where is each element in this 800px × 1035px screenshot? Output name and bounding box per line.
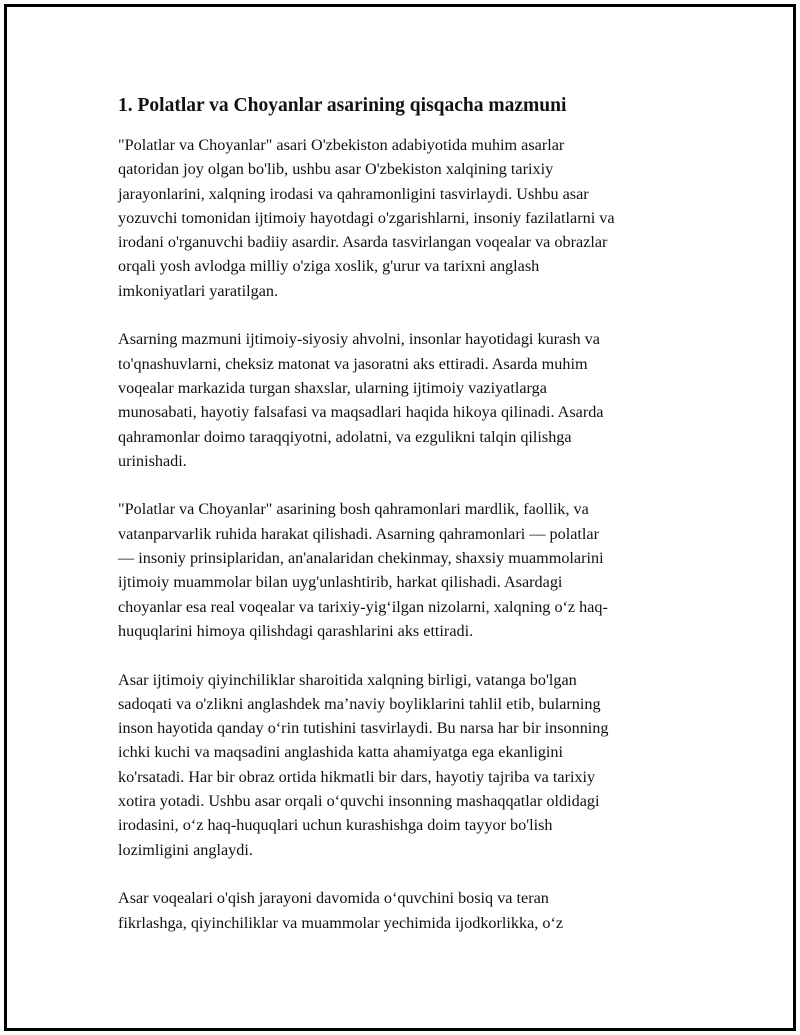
text-line: xotira yotadi. Ushbu asar orqali o‘quvchi insonning mashaqqatlar oldidagi bbox=[118, 792, 600, 811]
text-line: Asar ijtimoiy qiyinchiliklar sharoitida xalqning birligi, vatanga bo'lgan bbox=[118, 670, 577, 689]
text-line: vatanparvarlik ruhida harakat qilishadi. Asarning qahramonlari — polatlar bbox=[118, 524, 599, 543]
text-line: urinishadi. bbox=[118, 451, 187, 470]
paragraph-3 bbox=[118, 497, 678, 643]
text-line: to'qnashuvlarni, cheksiz matonat va jasoratni aks ettiradi. Asarda muhim bbox=[118, 354, 588, 373]
text-line: ichki kuchi va maqsadini anglashida katta ahamiyatga ega ekanligini bbox=[118, 743, 564, 762]
text-line: qatoridan joy olgan bo'lib, ushbu asar O'zbekiston xalqining tarixiy bbox=[118, 160, 554, 179]
text-line: — insoniy prinsiplaridan, an'analaridan chekinmay, shaxsiy muammolarini bbox=[118, 549, 604, 568]
paragraph-4 bbox=[118, 668, 678, 862]
text-line: inson hayotida qanday o‘rin tutishini tasvirlaydi. Bu narsa har bir insonning bbox=[118, 719, 609, 738]
text-line: voqealar markazida turgan shaxslar, ularning ijtimoiy vaziyatlarga bbox=[118, 378, 547, 397]
section-heading: 1. Polatlar va Choyanlar asarining qisqacha mazmuni bbox=[118, 95, 567, 116]
text-line: orqali yosh avlodga milliy o'ziga xoslik, g'urur va tarixni anglash bbox=[118, 257, 540, 276]
text-line: ko'rsatadi. Har bir obraz ortida hikmatli bir dars, hayotiy tajriba va tarixiy bbox=[118, 767, 596, 786]
text-line: choyanlar esa real voqealar va tarixiy-yig‘ilgan nizolarni, xalqning o‘z haq- bbox=[118, 597, 608, 616]
text-line: munosabati, hayotiy falsafasi va maqsadlari haqida hikoya qilinadi. Asarda bbox=[118, 403, 604, 422]
text-line: yozuvchi tomonidan ijtimoiy hayotdagi o'zgarishlarni, insoniy fazilatlarni va bbox=[118, 208, 615, 227]
text-line: Asarning mazmuni ijtimoiy-siyosiy ahvolni, insonlar hayotidagi kurash va bbox=[118, 330, 600, 349]
text-line: ijtimoiy muammolar bilan uyg'unlashtirib, harkat qilishadi. Asardagi bbox=[118, 573, 563, 592]
text-line: fikrlashga, qiyinchiliklar va muammolar yechimida ijodkorlikka, o‘z bbox=[118, 913, 564, 932]
text-line: qahramonlar doimo taraqqiyotni, adolatni, va ezgulikni talqin qilishga bbox=[118, 427, 572, 446]
text-line: irodani o'rganuvchi badiiy asardir. Asarda tasvirlangan voqealar va obrazlar bbox=[118, 233, 608, 252]
text-line: huquqlarini himoya qilishdagi qarashlarini aks ettiradi. bbox=[118, 621, 474, 640]
text-line: imkoniyatlari yaratilgan. bbox=[118, 281, 279, 300]
text-line: irodasini, o‘z haq-huquqlari uchun kurashishga doim tayyor bo'lish bbox=[118, 816, 553, 835]
text-line: Asar voqealari o'qish jarayoni davomida o‘quvchini bosiq va teran bbox=[118, 889, 549, 908]
text-line: lozimligini anglaydi. bbox=[118, 840, 253, 859]
text-line: "Polatlar va Choyanlar" asari O'zbekiston adabiyotida muhim asarlar bbox=[118, 136, 565, 154]
text-line: jarayonlarini, xalqning irodasi va qahramonligini tasvirlaydi. Ushbu asar bbox=[118, 184, 589, 203]
document-body bbox=[118, 94, 678, 959]
paragraph-1 bbox=[118, 133, 678, 303]
paragraph-5 bbox=[118, 886, 678, 935]
text-line: "Polatlar va Choyanlar" asarining bosh qahramonlari mardlik, faollik, va bbox=[118, 500, 589, 519]
paragraph-2 bbox=[118, 327, 678, 473]
text-line: sadoqati va o'zlikni anglashdek ma’naviy boyliklarini tahlil etib, bularning bbox=[118, 694, 601, 713]
